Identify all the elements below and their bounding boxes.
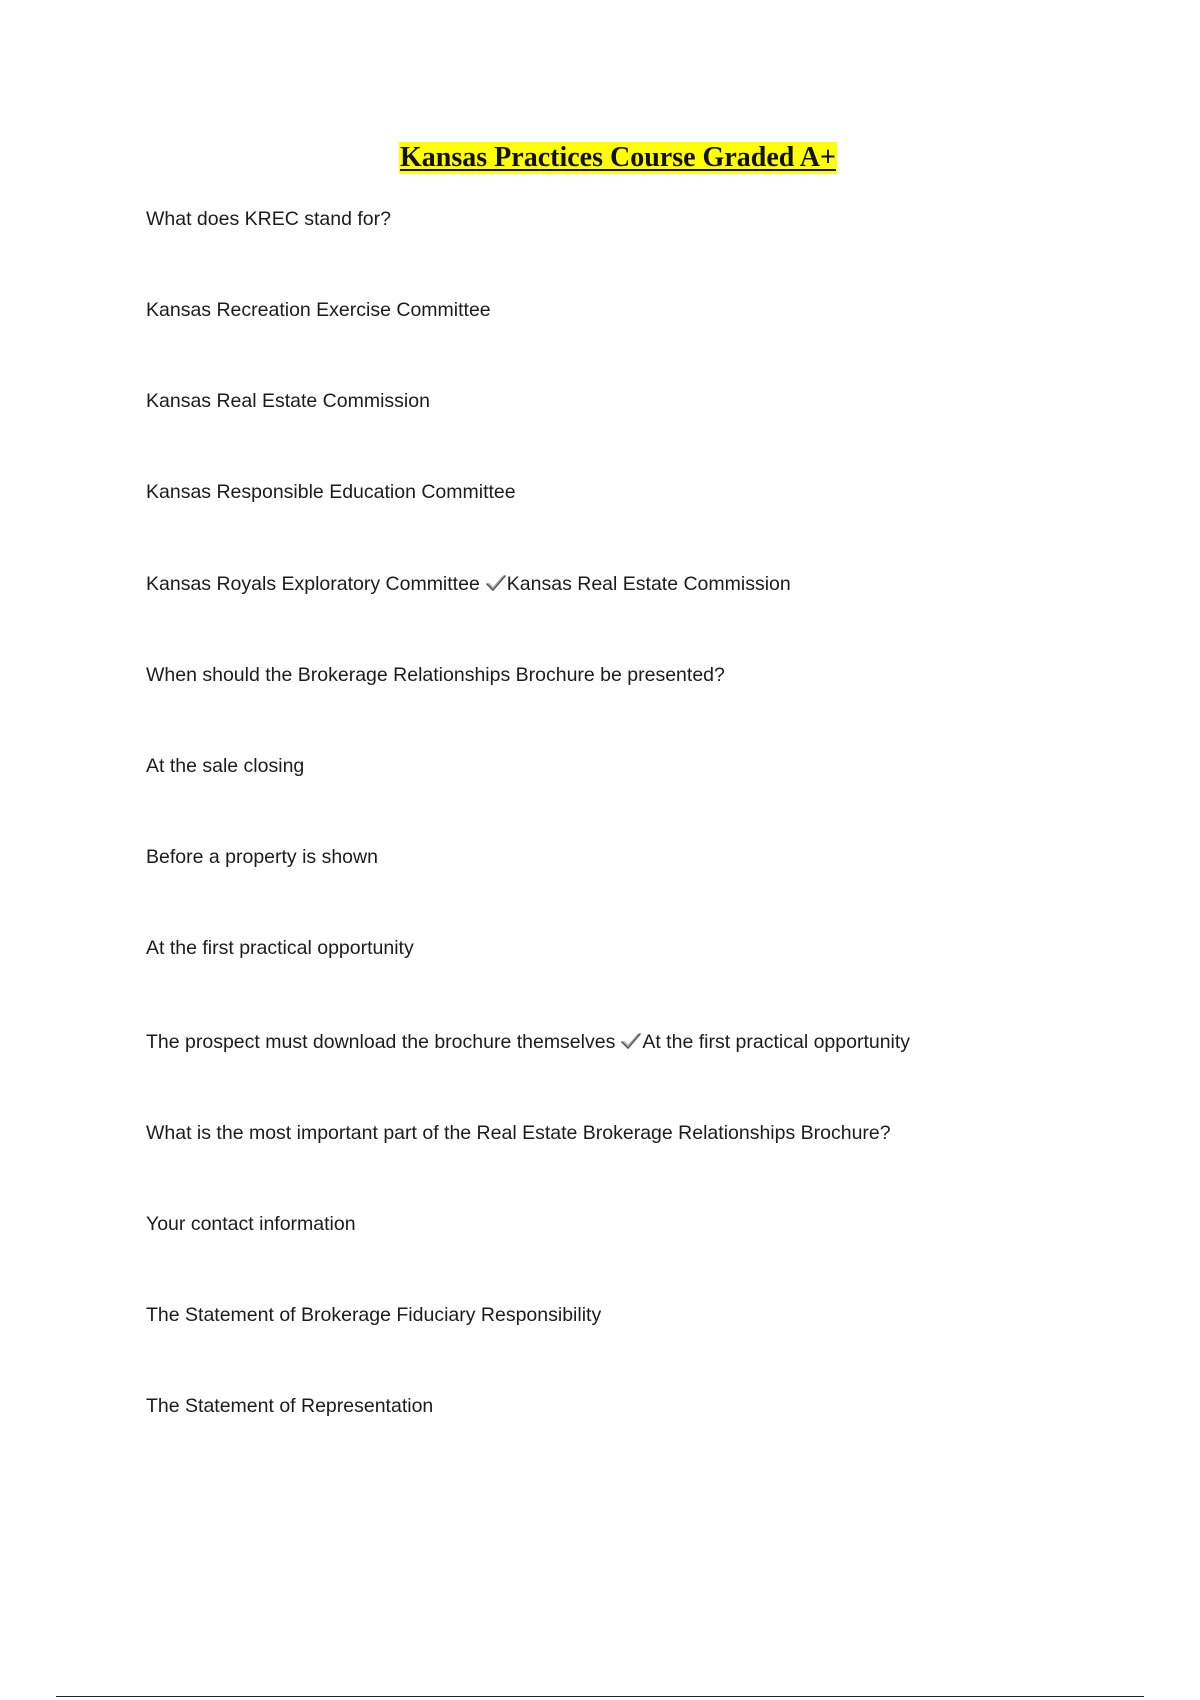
title-container [0, 142, 1200, 174]
footer-divider [56, 1696, 1144, 1697]
question-text: What does KREC stand for? [146, 208, 391, 230]
checkmark-icon [485, 574, 507, 592]
answer-option: Before a property is shown [146, 846, 378, 868]
document-title: Kansas Practices Course Graded A+ [400, 142, 836, 173]
answer-option: Kansas Recreation Exercise Committee [146, 299, 491, 321]
correct-answer: Kansas Real Estate Commission [506, 573, 791, 595]
question-text: What is the most important part of the Real Estate Brokerage Relationships Brochure? [146, 1122, 891, 1144]
checkmark-icon [620, 1032, 642, 1050]
answer-option: Your contact information [146, 1213, 356, 1235]
correct-answer: At the first practical opportunity [642, 1031, 911, 1053]
answer-option-with-answer [146, 572, 791, 596]
answer-option: Kansas Responsible Education Committee [146, 481, 516, 503]
answer-option: The Statement of Representation [146, 1395, 434, 1417]
answer-option: Kansas Real Estate Commission [146, 390, 430, 412]
question-text: When should the Brokerage Relationships Brochure be presented? [146, 664, 725, 686]
answer-option: Kansas Royals Exploratory Committee [146, 573, 480, 595]
answer-option: The prospect must download the brochure themselves [146, 1031, 616, 1053]
answer-option: At the sale closing [146, 755, 305, 777]
answer-option: The Statement of Brokerage Fiduciary Responsibility [146, 1304, 602, 1326]
answer-option: At the first practical opportunity [146, 937, 414, 959]
answer-option-with-answer [146, 1030, 910, 1054]
